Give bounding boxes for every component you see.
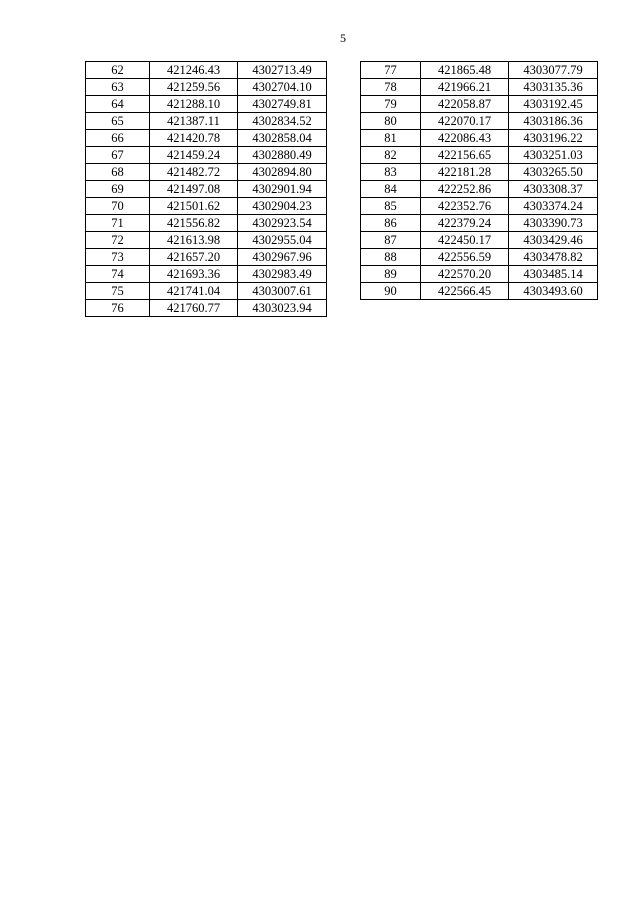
y-coordinate-cell: 4303077.79 [509, 62, 598, 79]
point-number-cell: 68 [86, 164, 150, 181]
table-row [361, 266, 598, 283]
y-coordinate-cell: 4303485.14 [509, 266, 598, 283]
y-coordinate-cell: 4303265.50 [509, 164, 598, 181]
y-coordinate-cell: 4302704.10 [238, 79, 327, 96]
table-row [361, 198, 598, 215]
x-coordinate-cell: 421387.11 [150, 113, 238, 130]
x-coordinate-cell: 421741.04 [150, 283, 238, 300]
point-number-cell: 75 [86, 283, 150, 300]
y-coordinate-cell: 4303493.60 [509, 283, 598, 300]
point-number-cell: 84 [361, 181, 421, 198]
table-row [86, 181, 327, 198]
table-row [361, 283, 598, 300]
x-coordinate-cell: 422566.45 [421, 283, 509, 300]
x-coordinate-cell: 421556.82 [150, 215, 238, 232]
point-number-cell: 83 [361, 164, 421, 181]
point-number-cell: 69 [86, 181, 150, 198]
point-number-cell: 76 [86, 300, 150, 317]
x-coordinate-cell: 421966.21 [421, 79, 509, 96]
table-row [361, 113, 598, 130]
y-coordinate-cell: 4302923.54 [238, 215, 327, 232]
y-coordinate-cell: 4303308.37 [509, 181, 598, 198]
x-coordinate-cell: 421288.10 [150, 96, 238, 113]
table-row [86, 215, 327, 232]
point-number-cell: 66 [86, 130, 150, 147]
coordinates-table-right [360, 61, 598, 300]
point-number-cell: 71 [86, 215, 150, 232]
point-number-cell: 63 [86, 79, 150, 96]
table-row [361, 96, 598, 113]
point-number-cell: 81 [361, 130, 421, 147]
y-coordinate-cell: 4303374.24 [509, 198, 598, 215]
table-row [361, 181, 598, 198]
table-row [86, 232, 327, 249]
x-coordinate-cell: 422058.87 [421, 96, 509, 113]
point-number-cell: 82 [361, 147, 421, 164]
point-number-cell: 88 [361, 249, 421, 266]
point-number-cell: 77 [361, 62, 421, 79]
y-coordinate-cell: 4302955.04 [238, 232, 327, 249]
point-number-cell: 65 [86, 113, 150, 130]
point-number-cell: 78 [361, 79, 421, 96]
table-row [361, 62, 598, 79]
table-row [86, 96, 327, 113]
x-coordinate-cell: 421760.77 [150, 300, 238, 317]
y-coordinate-cell: 4303429.46 [509, 232, 598, 249]
x-coordinate-cell: 421657.20 [150, 249, 238, 266]
point-number-cell: 85 [361, 198, 421, 215]
x-coordinate-cell: 421482.72 [150, 164, 238, 181]
y-coordinate-cell: 4302901.94 [238, 181, 327, 198]
point-number-cell: 80 [361, 113, 421, 130]
y-coordinate-cell: 4302749.81 [238, 96, 327, 113]
x-coordinate-cell: 422450.17 [421, 232, 509, 249]
point-number-cell: 72 [86, 232, 150, 249]
y-coordinate-cell: 4303023.94 [238, 300, 327, 317]
y-coordinate-cell: 4302834.52 [238, 113, 327, 130]
x-coordinate-cell: 422556.59 [421, 249, 509, 266]
table-row [361, 232, 598, 249]
point-number-cell: 87 [361, 232, 421, 249]
table-row [86, 130, 327, 147]
x-coordinate-cell: 421246.43 [150, 62, 238, 79]
coordinates-table-left-body [86, 62, 327, 317]
point-number-cell: 79 [361, 96, 421, 113]
y-coordinate-cell: 4302858.04 [238, 130, 327, 147]
y-coordinate-cell: 4303196.22 [509, 130, 598, 147]
x-coordinate-cell: 422156.65 [421, 147, 509, 164]
y-coordinate-cell: 4303251.03 [509, 147, 598, 164]
table-row [361, 147, 598, 164]
point-number-cell: 73 [86, 249, 150, 266]
point-number-cell: 89 [361, 266, 421, 283]
page-number: 5 [340, 31, 346, 45]
x-coordinate-cell: 422252.86 [421, 181, 509, 198]
table-row [86, 147, 327, 164]
y-coordinate-cell: 4303135.36 [509, 79, 598, 96]
point-number-cell: 67 [86, 147, 150, 164]
table-row [361, 79, 598, 96]
table-row [361, 249, 598, 266]
point-number-cell: 64 [86, 96, 150, 113]
y-coordinate-cell: 4303186.36 [509, 113, 598, 130]
point-number-cell: 90 [361, 283, 421, 300]
y-coordinate-cell: 4303478.82 [509, 249, 598, 266]
table-row [361, 130, 598, 147]
x-coordinate-cell: 422181.28 [421, 164, 509, 181]
x-coordinate-cell: 421459.24 [150, 147, 238, 164]
y-coordinate-cell: 4303192.45 [509, 96, 598, 113]
x-coordinate-cell: 422570.20 [421, 266, 509, 283]
x-coordinate-cell: 422352.76 [421, 198, 509, 215]
point-number-cell: 86 [361, 215, 421, 232]
table-row [86, 283, 327, 300]
y-coordinate-cell: 4303007.61 [238, 283, 327, 300]
y-coordinate-cell: 4302967.96 [238, 249, 327, 266]
y-coordinate-cell: 4302983.49 [238, 266, 327, 283]
x-coordinate-cell: 422086.43 [421, 130, 509, 147]
table-row [86, 62, 327, 79]
table-row [86, 113, 327, 130]
x-coordinate-cell: 421501.62 [150, 198, 238, 215]
table-row [361, 164, 598, 181]
y-coordinate-cell: 4302713.49 [238, 62, 327, 79]
table-row [86, 300, 327, 317]
coordinates-table-left [85, 61, 327, 317]
table-row [361, 215, 598, 232]
x-coordinate-cell: 421693.36 [150, 266, 238, 283]
x-coordinate-cell: 421865.48 [421, 62, 509, 79]
coordinates-table-right-body [361, 62, 598, 300]
x-coordinate-cell: 421420.78 [150, 130, 238, 147]
x-coordinate-cell: 421613.98 [150, 232, 238, 249]
table-row [86, 266, 327, 283]
table-row [86, 198, 327, 215]
x-coordinate-cell: 422070.17 [421, 113, 509, 130]
y-coordinate-cell: 4302904.23 [238, 198, 327, 215]
x-coordinate-cell: 421497.08 [150, 181, 238, 198]
point-number-cell: 70 [86, 198, 150, 215]
x-coordinate-cell: 421259.56 [150, 79, 238, 96]
point-number-cell: 62 [86, 62, 150, 79]
y-coordinate-cell: 4302880.49 [238, 147, 327, 164]
table-row [86, 164, 327, 181]
point-number-cell: 74 [86, 266, 150, 283]
x-coordinate-cell: 422379.24 [421, 215, 509, 232]
y-coordinate-cell: 4302894.80 [238, 164, 327, 181]
table-row [86, 249, 327, 266]
table-row [86, 79, 327, 96]
y-coordinate-cell: 4303390.73 [509, 215, 598, 232]
